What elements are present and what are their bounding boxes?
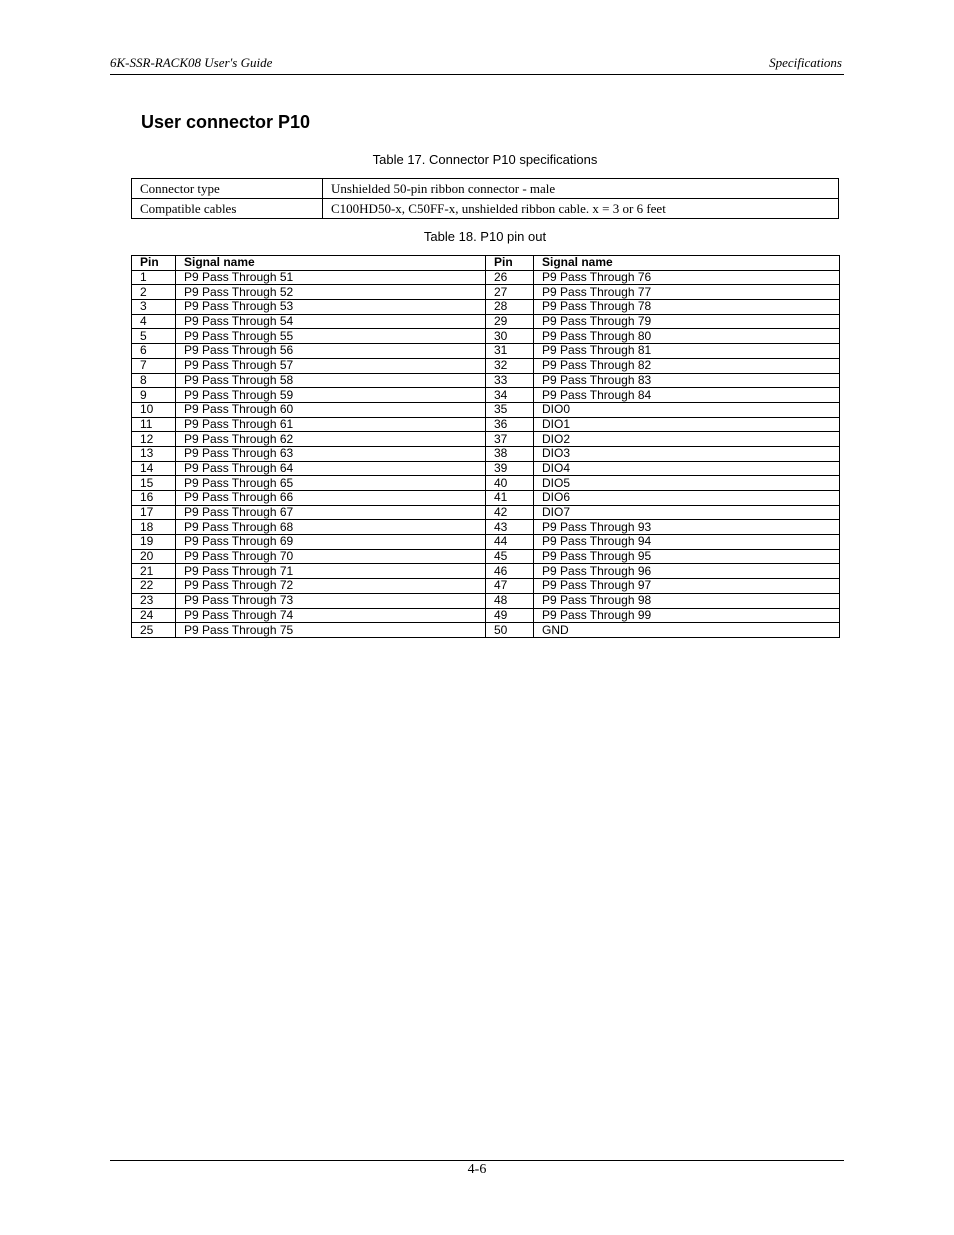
header-signal-left: Signal name [176, 256, 486, 271]
pin-number: 4 [132, 314, 176, 329]
pin-number: 19 [132, 535, 176, 550]
pin-number: 45 [486, 549, 534, 564]
pin-number: 1 [132, 270, 176, 285]
signal-name: P9 Pass Through 83 [534, 373, 840, 388]
signal-name: P9 Pass Through 68 [176, 520, 486, 535]
pin-number: 17 [132, 505, 176, 520]
pin-number: 48 [486, 593, 534, 608]
signal-name: P9 Pass Through 64 [176, 461, 486, 476]
pin-number: 41 [486, 491, 534, 506]
footer-rule [110, 1160, 844, 1161]
signal-name: P9 Pass Through 57 [176, 358, 486, 373]
pin-number: 13 [132, 446, 176, 461]
spec-row [132, 179, 839, 199]
signal-name: P9 Pass Through 72 [176, 579, 486, 594]
signal-name: P9 Pass Through 76 [534, 270, 840, 285]
table17-caption: Table 17. Connector P10 specifications [372, 152, 598, 167]
pin-number: 29 [486, 314, 534, 329]
pinout-table [131, 255, 840, 638]
header-pin-right: Pin [486, 256, 534, 271]
table-row [132, 314, 840, 329]
pinout-header-row [132, 256, 840, 271]
signal-name: P9 Pass Through 56 [176, 344, 486, 359]
table-row [132, 579, 840, 594]
pin-number: 28 [486, 300, 534, 315]
signal-name: P9 Pass Through 58 [176, 373, 486, 388]
signal-name: DIO4 [534, 461, 840, 476]
table-row [132, 270, 840, 285]
pin-number: 18 [132, 520, 176, 535]
pin-number: 10 [132, 402, 176, 417]
pin-number: 38 [486, 446, 534, 461]
pin-number: 32 [486, 358, 534, 373]
pin-number: 24 [132, 608, 176, 623]
pin-number: 47 [486, 579, 534, 594]
pin-number: 25 [132, 623, 176, 638]
signal-name: P9 Pass Through 60 [176, 402, 486, 417]
page-number: 4-6 [467, 1162, 487, 1177]
signal-name: DIO5 [534, 476, 840, 491]
spec-value: C100HD50-x, C50FF-x, unshielded ribbon cable. x = 3 or 6 feet [323, 199, 839, 219]
pin-number: 9 [132, 388, 176, 403]
header-pin-left: Pin [132, 256, 176, 271]
pin-number: 30 [486, 329, 534, 344]
pin-number: 39 [486, 461, 534, 476]
pin-number: 43 [486, 520, 534, 535]
pin-number: 14 [132, 461, 176, 476]
pin-number: 34 [486, 388, 534, 403]
signal-name: P9 Pass Through 55 [176, 329, 486, 344]
signal-name: P9 Pass Through 54 [176, 314, 486, 329]
table-row [132, 520, 840, 535]
signal-name: P9 Pass Through 67 [176, 505, 486, 520]
spec-key: Connector type [132, 179, 323, 199]
signal-name: P9 Pass Through 77 [534, 285, 840, 300]
connector-spec-table [131, 178, 839, 219]
signal-name: P9 Pass Through 93 [534, 520, 840, 535]
pin-number: 49 [486, 608, 534, 623]
table18-caption: Table 18. P10 pin out [423, 229, 547, 244]
table-row [132, 402, 840, 417]
pin-number: 23 [132, 593, 176, 608]
signal-name: P9 Pass Through 81 [534, 344, 840, 359]
pin-number: 31 [486, 344, 534, 359]
signal-name: P9 Pass Through 94 [534, 535, 840, 550]
pin-number: 15 [132, 476, 176, 491]
table-row [132, 446, 840, 461]
pin-number: 16 [132, 491, 176, 506]
signal-name: P9 Pass Through 97 [534, 579, 840, 594]
pin-number: 20 [132, 549, 176, 564]
signal-name: P9 Pass Through 82 [534, 358, 840, 373]
header-signal-right: Signal name [534, 256, 840, 271]
table-row [132, 344, 840, 359]
signal-name: DIO2 [534, 432, 840, 447]
pin-number: 35 [486, 402, 534, 417]
table-row [132, 373, 840, 388]
pin-number: 21 [132, 564, 176, 579]
pin-number: 46 [486, 564, 534, 579]
signal-name: DIO1 [534, 417, 840, 432]
signal-name: P9 Pass Through 74 [176, 608, 486, 623]
pin-number: 8 [132, 373, 176, 388]
pin-number: 40 [486, 476, 534, 491]
table-row [132, 623, 840, 638]
table-row [132, 461, 840, 476]
signal-name: P9 Pass Through 79 [534, 314, 840, 329]
signal-name: P9 Pass Through 69 [176, 535, 486, 550]
table-row [132, 564, 840, 579]
spec-row [132, 199, 839, 219]
table-row [132, 417, 840, 432]
signal-name: P9 Pass Through 51 [176, 270, 486, 285]
pin-number: 7 [132, 358, 176, 373]
pin-number: 2 [132, 285, 176, 300]
pin-number: 44 [486, 535, 534, 550]
table-row [132, 505, 840, 520]
table-row [132, 285, 840, 300]
pin-number: 3 [132, 300, 176, 315]
pin-number: 26 [486, 270, 534, 285]
pin-number: 22 [132, 579, 176, 594]
spec-key: Compatible cables [132, 199, 323, 219]
signal-name: P9 Pass Through 98 [534, 593, 840, 608]
pin-number: 33 [486, 373, 534, 388]
signal-name: P9 Pass Through 80 [534, 329, 840, 344]
pin-number: 37 [486, 432, 534, 447]
signal-name: P9 Pass Through 99 [534, 608, 840, 623]
pin-number: 50 [486, 623, 534, 638]
signal-name: P9 Pass Through 52 [176, 285, 486, 300]
table-row [132, 358, 840, 373]
pin-number: 12 [132, 432, 176, 447]
table-row [132, 432, 840, 447]
signal-name: P9 Pass Through 95 [534, 549, 840, 564]
signal-name: P9 Pass Through 71 [176, 564, 486, 579]
table-row [132, 535, 840, 550]
pin-number: 42 [486, 505, 534, 520]
pin-number: 27 [486, 285, 534, 300]
signal-name: P9 Pass Through 61 [176, 417, 486, 432]
spec-value: Unshielded 50-pin ribbon connector - male [323, 179, 839, 199]
table-row [132, 608, 840, 623]
signal-name: DIO0 [534, 402, 840, 417]
table-row [132, 476, 840, 491]
pin-number: 5 [132, 329, 176, 344]
signal-name: P9 Pass Through 53 [176, 300, 486, 315]
table-row [132, 300, 840, 315]
signal-name: P9 Pass Through 63 [176, 446, 486, 461]
signal-name: GND [534, 623, 840, 638]
signal-name: DIO6 [534, 491, 840, 506]
signal-name: DIO3 [534, 446, 840, 461]
page-header [110, 55, 844, 75]
table-row [132, 549, 840, 564]
signal-name: P9 Pass Through 78 [534, 300, 840, 315]
pin-number: 36 [486, 417, 534, 432]
signal-name: P9 Pass Through 59 [176, 388, 486, 403]
header-section: Specifications [769, 55, 842, 70]
pin-number: 6 [132, 344, 176, 359]
signal-name: P9 Pass Through 70 [176, 549, 486, 564]
table-row [132, 491, 840, 506]
header-doc-title: 6K-SSR-RACK08 User's Guide [110, 55, 273, 70]
signal-name: P9 Pass Through 65 [176, 476, 486, 491]
signal-name: P9 Pass Through 75 [176, 623, 486, 638]
section-title: User connector P10 [141, 112, 311, 132]
table-row [132, 329, 840, 344]
table-row [132, 593, 840, 608]
pin-number: 11 [132, 417, 176, 432]
signal-name: P9 Pass Through 62 [176, 432, 486, 447]
signal-name: P9 Pass Through 73 [176, 593, 486, 608]
signal-name: P9 Pass Through 84 [534, 388, 840, 403]
signal-name: P9 Pass Through 96 [534, 564, 840, 579]
signal-name: P9 Pass Through 66 [176, 491, 486, 506]
signal-name: DIO7 [534, 505, 840, 520]
table-row [132, 388, 840, 403]
